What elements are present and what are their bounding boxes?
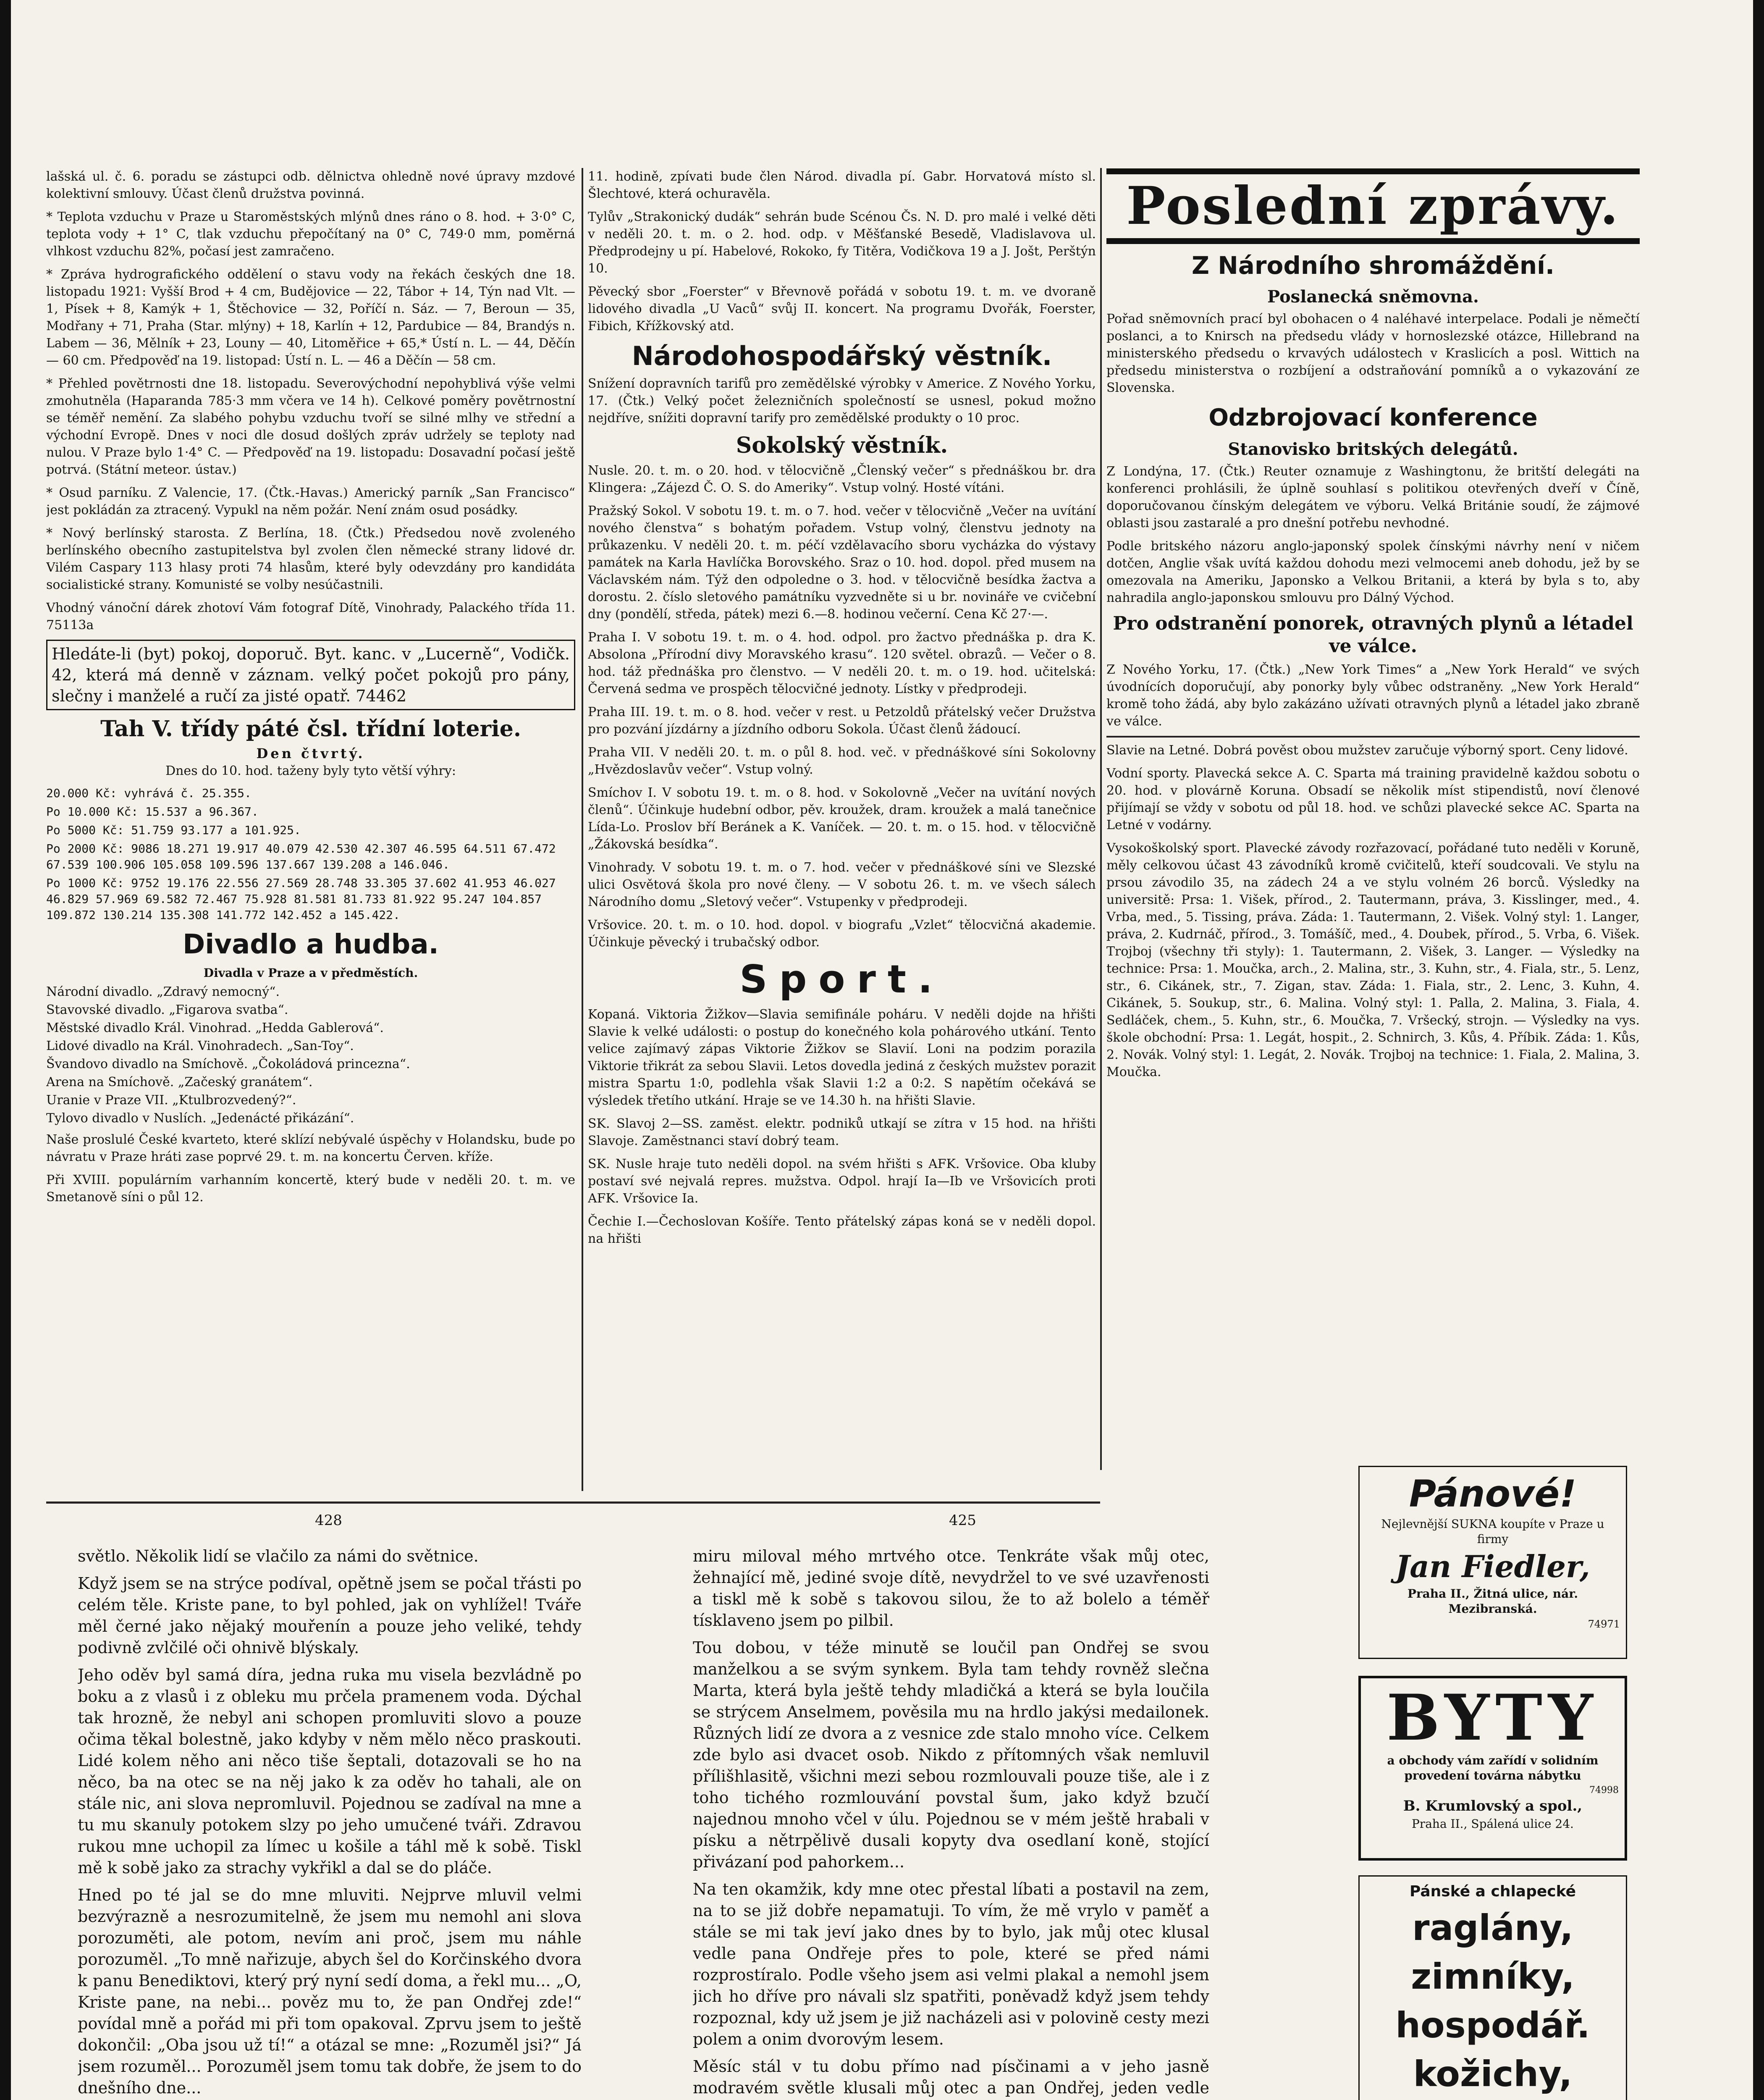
top-column-3 (1106, 166, 1640, 1497)
ad-byty-firm: B. Krumlovský a spol., (1403, 1798, 1583, 1814)
ad-panove-title: Pánové! (1409, 1472, 1577, 1515)
ad-panove-firm: Jan Fiedler, (1395, 1549, 1590, 1584)
section-divider (46, 1502, 1100, 1504)
ad-pokoj (46, 640, 575, 710)
ad-byty (1358, 1676, 1627, 1861)
lottery-day: Den čtvrtý. (256, 746, 365, 761)
news-paragraph: Vysokoškolský sport. Plavecké závody rozřazovací, pořádané tuto neděli v Koruně, měly celkovou účast 43 závodníků kromě cvičitelů, kteří soudcovali. Ve stylu na prsou závodilo 35, na zádech 24 a ve stylu volném 26 borců. Výsledky na universitě: Prsa: 1. Višek, přírod., 2. Tautermann, práva, 3. Kisslinger, med., 4. Vrba, med., 5. Tissing, práva. Záda: 1. Tautermann, 2. Višek. Volný styl: 1. Langer, práva, 2. Kudrnáč, přírod., 3. Tomášíč, med., 4. Doubek, přírod., 5. Vrba, 6. Višek. Trojboj (všechny tři styly): 1. Tautermann, 2. Višek, 3. Langer. — Výsledky na technice: Prsa: 1. Moučka, arch., 2. Malina, str., 3. Kuhn, str., 4. Fiala, str., 5. Lenz, str., 6. Cikánek, str., 7. Zigan, stav. Záda: 1. Fiala, str., 2. Lenc, 3. Kuhn, 4. Cikánek, 5. Soukup, str., 6. Malina. Volný styl: 1. Palla, 2. Malina, 3. Fiala, 4. Sedláček, chem., 5. Kuhn, str., 6. Moučka, 7. Vršecký, strojn. — Výsledky na vys. škole obchodní: Prsa: 1. Legát, hospit., 2. Schnirch, 3. Kůs, 4. Příbik. Záda: 1. Kůs, 2. Novák. Volný styl: 1. Legát, 2. Novák. Trojboj na technice: 1. Fiala, 2. Malina, 3. Moučka. (1106, 841, 1640, 1079)
news-paragraph: Kopaná. Viktoria Žižkov—Slavia semifinále poháru. V neděli dojde na hřišti Slavie k velké události: o postup do konečného kola pohárového utkání. Tento velice zajímavý zápas Viktorie Žižkov se Slavií. Loni na podzim porazila Viktorie třikrát za sebou Slavii. Letos dovedla jediná z českých mužstev porazit mistra Spartu 1:0, podlehla však Slavii 1:2 a 0:2. S napětím očekává se výsledek třetího utkání. Hraje se ve 14.30 h. na hřišti Slavie. (588, 1007, 1096, 1108)
parliament-subtitle: Poslanecká sněmovna. (1267, 287, 1479, 307)
ad-panove-line: Nejlevnější SUKNA koupíte v Praze u firmy (1381, 1517, 1604, 1546)
novel-paragraph: Tou dobou, v téže minutě se loučil pan Ondřej se svou manželkou a se svým synkem. Byla tam tehdy rovněž slečna Marta, která byla ještě tehdy mladičká a která se byla loučila se strýcem Anselmem, pověsila mu na hrdlo jakýsi medailonek. Různých lidí ze dvora a z vesnice zde stalo mnoho více. Celkem zde bylo asi dvacet osob. Nikdo z přítomných však nemluvil přílišhlasitě, všichni mezi sebou rozmlouvali pouze tiše, ale i z toho tichého rozmlouvání povstal šum, jako když bzučí najednou mnoho včel v úlu. Pojednou se v mém ještě hrabali v písku a nětrpělivě dusali kopyty dva osedlaní koně, stojící přivázaní pod pahorkem... (693, 1638, 1209, 1871)
news-paragraph: Podle britského názoru anglo-japonský spolek čínskými návrhy není v ničem dotčen, Anglie však uvítá každou dohodu mezi velmocemi aneb dohodu, jež by se omezovala na Ameriku, Japonsko a Velkou Britanii, a která by byla s to, aby nahradila anglo-japonskou smlouvu pro Dálný Východ. (1106, 539, 1640, 605)
news-paragraph: Vodní sporty. Plavecká sekce A. C. Sparta má training pravidelně každou sobotu o 20. hod. v plovárně Koruna. Obsadí se několik míst stipendistů, noví členové přijímají se vždy v sobotu od půl 18. hod. ve schůzi plavecké sekce AC. Sparta na Letné v vodárny. (1106, 766, 1640, 832)
news-paragraph: 11. hodině, zpívati bude člen Národ. divadla pí. Gabr. Horvatová místo sl. Šlechtové, která ochuravěla. (588, 169, 1096, 201)
lottery-line: 20.000 Kč: vyhrává č. 25.355. (46, 786, 252, 800)
ad-panove (1358, 1466, 1627, 1659)
section-rule (1106, 736, 1640, 738)
news-paragraph: Pořad sněmovních prací byl obohacen o 4 naléhavé interpelace. Podali je němečtí poslanci, a to Knirsch na předsedu vlády v hornoslezské otázce, Hillebrand na ministerského předsedu o krvavých událostech v Kraslicích a posl. Wittich na předsedu ministerstva o rozbíjení a odstraňování pomníků a o vykazování ze Slovenska. (1106, 312, 1640, 395)
novel-paragraph: Měsíc stál v tu dobu přímo nad písčinami a v jeho jasně modravém světle klusali můj otec a pan Ondřej, jeden vedle (693, 2057, 1209, 2097)
parliament-title: Z Národního shromáždění. (1191, 251, 1555, 280)
banner-bar (1106, 168, 1640, 174)
novel-column-2 (693, 1546, 1209, 2100)
ad-coats-items (1366, 1903, 1620, 2100)
economy-title: Národohospodářský věstník. (632, 341, 1052, 371)
theatre-listing: Národní divadlo. „Zdravý nemocný“. (46, 984, 280, 999)
ad-byty-line: a obchody vám zařídí v solidním provedení továrna nábytku (1387, 1754, 1599, 1782)
page-number-left: 428 (315, 1512, 342, 1529)
ad-coats-item (1366, 2098, 1620, 2100)
news-paragraph: * Nový berlínský starosta. Z Berlína, 18. (Čtk.) Předsedou nově zvoleného berlínského obecního zastupitelstva byl zvolen člen německé strany lidové dr. Vilém Caspary 113 hlasy proti 74 hlasům, které byly odevzdány pro kandidáta socialistické strany. Komunisté se volby nesúčastnili. (46, 526, 575, 592)
sokol-title: Sokolský věstník. (736, 433, 948, 458)
novel-paragraph: světlo. Několik lidí se vlačilo za námi do světnice. (78, 1547, 479, 1565)
news-paragraph: Z Nového Yorku, 17. (Čtk.) „New York Times“ a „New York Herald“ ve svých úvodnících doporučují, aby ponorky byly vůbec odstraněny. „New York Herald“ kromě toho žádá, aby bylo zakázáno užívati otravných plynů a létadel jako zbraně ve válce. (1106, 662, 1640, 729)
lottery-line: Po 10.000 Kč: 15.537 a 96.367. (46, 805, 259, 819)
novel-paragraph: Hned po té jal se do mne mluviti. Nejprve mluvil velmi bezvýrazně a nesrozumitelně, že jsem mu nemohl ani slova porozuměti, ale potom, nevím ani proč, jsem mu náhle porozuměl. „To mně nařizuje, abych šel do Korčinského dvora k panu Benediktovi, který prý nyní sedí doma, a řekl mu... „O, Kriste pane, na nebi... pověz mu to, že pan Ondřej zde!“ povídal mně a pořád mi při tom opakoval. Zprvu jsem to ještě dokončil: „Oba jsou už tí!“ a otázal se mne: „Rozuměl jsi?“ Já jsem rozuměl... Porozuměl jsem tomu tak dobře, že jsem to do dnešního dne... (78, 1886, 582, 2097)
novel-paragraph: Na ten okamžik, kdy mne otec přestal líbati a postavil na zem, na to se již dobře nepamatuji. To vím, že mě vrylo v paměť a stále se mi tak jeví jako dnes by to bylo, jak můj otec klusal vedle pana Ondřeje přes to pole, které se před námi rozprostíralo. Podle všeho jsem asi velmi plakal a nemohl jsem jich ho dříve pro návali slz spatřiti, poněvadž když jsem tehdy rozpoznal, kdy už jsem je již nacházeli asi v polovině cesty mezi polem a onim dvorovým lesem. (693, 1880, 1209, 2048)
ad-coats-item: zimníky, (1411, 1956, 1575, 1997)
news-paragraph: Vršovice. 20. t. m. o 10. hod. dopol. v biografu „Vzlet“ tělocvičná akademie. Účinkuje pěvecký i trubačský odbor. (588, 918, 1096, 950)
news-paragraph: * Teplota vzduchu v Praze u Staroměstských mlýnů dnes ráno o 8. hod. + 3·0° C, teplota vody + 1° C, tlak vzduchu přepočítaný na 0° C, 749·0 mm, poměrná vlhkost vzduchu 82%, počasí jest zamračeno. (46, 210, 575, 259)
lottery-line: Po 5000 Kč: 51.759 93.177 a 101.925. (46, 823, 301, 837)
disarmament-subtitle: Stanovisko britských delegátů. (1228, 439, 1518, 459)
news-paragraph: Při XVIII. populárním varhanním koncertě, který bude v neděli 20. t. m. ve Smetanově síni o půl 12. (46, 1173, 575, 1205)
ad-coats-item: kožichy, (1413, 2053, 1573, 2095)
column-rule (1100, 168, 1102, 1470)
divadlo-subtitle: Divadla v Praze a v předměstích. (203, 966, 418, 980)
ad-byty-number: 74998 (1589, 1785, 1619, 1796)
theatre-listing: Švandovo divadlo na Smíchově. „Čokoládová princezna“. (46, 1057, 410, 1071)
news-paragraph: Smíchov I. V sobotu 19. t. m. o 8. hod. v Sokolovně „Večer na uvítání nových členů“. Účinkuje hudební odbor, pěv. kroužek, dram. kroužek a malá tanečnice Lída-Lo. Proslov bří Beránek a K. Vaníček. — 20. t. m. o 15. hod. v tělocvičně „Žákovská besídka“. (588, 785, 1096, 852)
theatre-listing: Arena na Smíchově. „Začeský granátem“. (46, 1075, 313, 1089)
page-number-right: 425 (949, 1512, 976, 1529)
ad-coats-item: raglány, (1412, 1907, 1573, 1948)
news-paragraph: SK. Slavoj 2—SS. zaměst. elektr. podniků utkají se zítra v 15 hod. na hřišti Slavoje. Zaměstnanci staví dobrý team. (588, 1116, 1096, 1148)
news-paragraph: Vinohrady. V sobotu 19. t. m. o 7. hod. večer v přednáškové síni ve Slezské ulici Osvětová škola pro nové členy. — V sobotu 26. t. m. ve všech sálech Národního domu „Sletový večer“. Vstupenky v předprodeji. (588, 860, 1096, 909)
ad-byty-address: Praha II., Spálená ulice 24. (1412, 1817, 1574, 1831)
news-paragraph: Naše proslulé České kvarteto, které sklízí nebývalé úspěchy v Holandsku, bude po návratu v Praze hráti zase poprvé 29. t. m. na koncertu Červen. kříže. (46, 1132, 575, 1164)
theatre-listing: Stavovské divadlo. „Figarova svatba“. (46, 1003, 288, 1017)
lottery-line: Po 1000 Kč: 9752 19.176 22.556 27.569 28.748 33.305 37.602 41.953 46.027 46.829 57.969 69.582 72.467 75.928 81.581 81.733 81.922 95.247 104.857 109.872 130.214 135.308 141.772 142.452 a 145.422. (46, 876, 556, 922)
ad-coats-item: hospodář. (1395, 2005, 1590, 2046)
news-paragraph: Praha VII. V neděli 20. t. m. o půl 8. hod. več. v přednáškové síni Sokolovny „Hvězdoslavův večer“. Vstup volný. (588, 745, 1096, 777)
news-paragraph: Nusle. 20. t. m. o 20. hod. v tělocvičně „Členský večer“ s přednáškou br. dra Klingera: „Zájezd Č. O. S. do Ameriky“. Vstup volný. Hosté vítáni. (588, 463, 1096, 495)
news-paragraph: SK. Nusle hraje tuto neděli dopol. na svém hřišti s AFK. Vršovice. Oba kluby postaví své nejvalá repres. mužstva. Odpol. hrají Ia—Ib ve Vršovicích proti AFK. Vršovice Ia. (588, 1157, 1096, 1206)
disarmament-title: Odzbrojovací konference (1208, 404, 1538, 431)
top-column-1 (46, 168, 575, 1491)
theatre-listing: Tylovo divadlo v Nuslích. „Jedenácté přikázání“. (46, 1111, 354, 1126)
news-paragraph: * Osud parníku. Z Valencie, 17. (Čtk.-Havas.) Americký parník „San Francisco“ jest pokládán za ztracený. Vypukl na něm požár. Není znám osud posádky. (46, 486, 575, 517)
news-paragraph: * Zpráva hydrografického oddělení o stavu vody na řekách českých dne 18. listopadu 1921: Vyšší Brod + 4 cm, Budějovice — 22, Tábor + 14, Týn nad Vlt. — 1, Písek + 8, Kamýk + 1, Štěchovice — 32, Poříčí n. Sáz. — 7, Beroun — 35, Modřany + 71, Praha (Star. mlýny) + 18, Karlín + 12, Pardubice — 84, Brandýs n. Labem — 36, Mělník + 23, Louny — 40, Litoměřice + 65,* Ústí n. L. — 44, Děčín — 60 cm. Předpověď na 19. listopad: Ústí n. L. — 46 a Děčín — 58 cm. (46, 267, 575, 368)
top-column-2 (588, 168, 1096, 1491)
column-rule (582, 168, 583, 1491)
news-paragraph: Tylův „Strakonický dudák“ sehrán bude Scénou Čs. N. D. pro malé i velké děti v neděli 20. t. m. o 2. hod. odp. v Měšťanské Besedě, Vladislavova ul. Předprodejny u pí. Habelové, Rokoko, fy Titěra, Vodičkova 19 a J. Jošt, Perštýn 10. (588, 210, 1096, 276)
theatre-listing: Uranie v Praze VII. „Ktulbrozvedený?“. (46, 1093, 296, 1108)
news-paragraph: Snížení dopravních tarifů pro zemědělské výrobky v Americe. Z Nového Yorku, 17. (Čtk.) Velký počet železničních společností se usnesl, pokud možno nejdříve, snížiti dopravní tarify pro zemědělské produkty o 10 proc. (588, 376, 1096, 425)
novel-column-1 (78, 1546, 582, 2100)
news-paragraph: Praha III. 19. t. m. o 8. hod. večer v rest. u Petzoldů přátelský večer Družstva pro pozvání jízdárny a jízdního odboru Sokola. Účast členů žádoucí. (588, 705, 1096, 737)
divadlo-title: Divadlo a hudba. (183, 929, 439, 960)
theatre-listing: Lidové divadlo na Král. Vinohradech. „San-Toy“. (46, 1039, 354, 1053)
lottery-intro: Dnes do 10. hod. taženy byly tyto větší výhry: (165, 764, 456, 778)
news-paragraph: * Přehled povětrnosti dne 18. listopadu. Severovýchodní nepohyblivá výše velmi zmohutněla (Haparanda 785·3 mm včera ve 14 h). Celkové poměry povětrnostní se téměř nemění. Za slabého pohybu vzduchu tvoří se silné mlhy ve střední a východní Evropě. Dnes v noci dle dosud došlých zpráv udržely se teploty nad nulou. V Praze bylo 1·4° C. — Předpověď na 19. listopadu: Dosavadní počasí ještě potrvá. (Státní meteor. ústav.) (46, 376, 575, 477)
news-paragraph: Pěvecký sbor „Foerster“ v Břevnově pořádá v sobotu 19. t. m. ve dvoraně lidového divadla „U Vaců“ svůj II. koncert. Na programu Dvořák, Foerster, Fibich, Křížkovský atd. (588, 284, 1096, 333)
ad-panove-address: Praha II., Žitná ulice, nár. Mezibranská. (1407, 1587, 1578, 1616)
ad-panove-number: 74971 (1588, 1618, 1620, 1630)
ad-coats (1358, 1875, 1627, 2100)
submarines-title: Pro odstranění ponorek, otravných plynů a létadel ve válce. (1113, 613, 1633, 657)
ad-coats-header: Pánské a chlapecké (1409, 1883, 1576, 1900)
ad-byty-title: BYTY (1387, 1681, 1599, 1755)
news-paragraph: Vhodný vánoční dárek zhotoví Vám fotograf Dítě, Vinohrady, Palackého třída 11. 75113a (46, 601, 575, 633)
theatre-listing: Městské divadlo Král. Vinohrad. „Hedda Gablerová“. (46, 1021, 384, 1035)
news-paragraph: Pražský Sokol. V sobotu 19. t. m. o 7. hod. večer v tělocvičně „Večer na uvítání nového členstva“ s bohatým pořadem. Vstup volný, členstvu jednoty na průkazenku. V neděli 20. t. m. péčí vzdělavacího sboru vycházka do výstavy památek na Karla Havlíčka Borovského. Sraz o 10. hod. dopol. před musem na Václavském nám. Týž den odpoledne o 3. hod. v tělocvičně besídka žactva a dorostu. 2. číslo sletového památníku vyzvedněte si u br. novináře ve cvičební dny (pondělí, středa, pátek) mezi 6.—8. hodinou večerní. Cena Kč 27·—. (588, 504, 1096, 622)
novel-paragraph: Jeho oděv byl samá díra, jedna ruka mu visela bezvládně po boku a z vlasů i z obleku mu prčela pramenem voda. Dýchal tak hrozně, že nebyl ani schopen promluviti slovo a pouze očima těkal bolestně, jako kdyby v něm mělo něco praskouti. Lidé kolem něho ani něco tiše šeptali, dotazovali se ho na něco, ba na otec se na něj jako k za oděv ho tahali, ale on stále nic, ani slova nepromluvil. Pojednou se zadíval na mne a tu mu skanuly potokem slzy po jeho umučené tváři. Zdravou rukou mne uchopil za límec u košile a táhl mě k sobě. Tiskl mě k sobě jako za strachy vykřikl a dal se do pláče. (78, 1666, 582, 1877)
news-paragraph: Z Londýna, 17. (Čtk.) Reuter oznamuje z Washingtonu, že britští delegáti na konferenci prohlásili, že úplně souhlasí s politikou otevřených dveří v Číně, doporučovanou čínským delegátem ve výboru. Velká Británie soudí, že zájmové oblasti jsou zastaralé a pro dnešní potřebu nevhodné. (1106, 464, 1640, 530)
novel-paragraph: Když jsem se na strýce podíval, opětně jsem se počal třásti po celém těle. Kriste pane, to byl pohled, jak on vyhlížel! Tváře měl černé jako nějaký mouřenín a pouze jeho veliké, tehdy podivně zvlčilé oči ohnivě blýskaly. (78, 1574, 582, 1657)
lottery-title: Tah V. třídy páté čsl. třídní loterie. (100, 716, 521, 742)
lottery-line: Po 2000 Kč: 9086 18.271 19.917 40.079 42.530 42.307 46.595 64.511 67.472 67.539 100.906 105.058 109.596 137.667 139.208 a 146.046. (46, 842, 556, 872)
latest-news-banner: Poslední zprávy. (1126, 176, 1620, 236)
news-paragraph: Slavie na Letné. Dobrá pověst obou mužstev zaručuje výborný sport. Ceny lidové. (1106, 743, 1628, 758)
sport-title: Sport. (739, 957, 944, 1002)
news-paragraph: lašská ul. č. 6. poradu se zástupci odb. dělnictva ohledně nové úpravy mzdové kolektivní smlouvy. Účast členů družstva povinná. (46, 169, 575, 201)
banner-bar (1106, 238, 1640, 244)
ad-pokoj-text: Hledáte-li (byt) pokoj, doporuč. Byt. kanc. v „Lucerně“, Vodičk. 42, která má denně v záznam. velký počet pokojů pro pány, slečny i manželé a ručí za jisté opatř. 74462 (52, 645, 570, 705)
novel-paragraph: miru miloval mého mrtvého otce. Tenkráte však můj otec, žehnající mě, jediné svoje dítě, nevydržel to ve své uzavřenosti a tiskl mě k sobě s takovou silou, že to až bolelo a téměř tísklaveno jsem po pilbil. (693, 1547, 1209, 1630)
news-paragraph: Čechie I.—Čechoslovan Košíře. Tento přátelský zápas koná se v neděli dopol. na hřišti (588, 1214, 1096, 1246)
news-paragraph: Praha I. V sobotu 19. t. m. o 4. hod. odpol. pro žactvo přednáška p. dra K. Absolona „Přírodní divy Moravského krasu“. 120 světel. obrazů. — Večer o 8. hod. táž přednáška pro členstvo. — V neděli 20. t. m. o 19. hod. učitelská: Červená sedma ve prospěch tělocvičné jednoty. Lístky v předprodeji. (588, 630, 1096, 696)
